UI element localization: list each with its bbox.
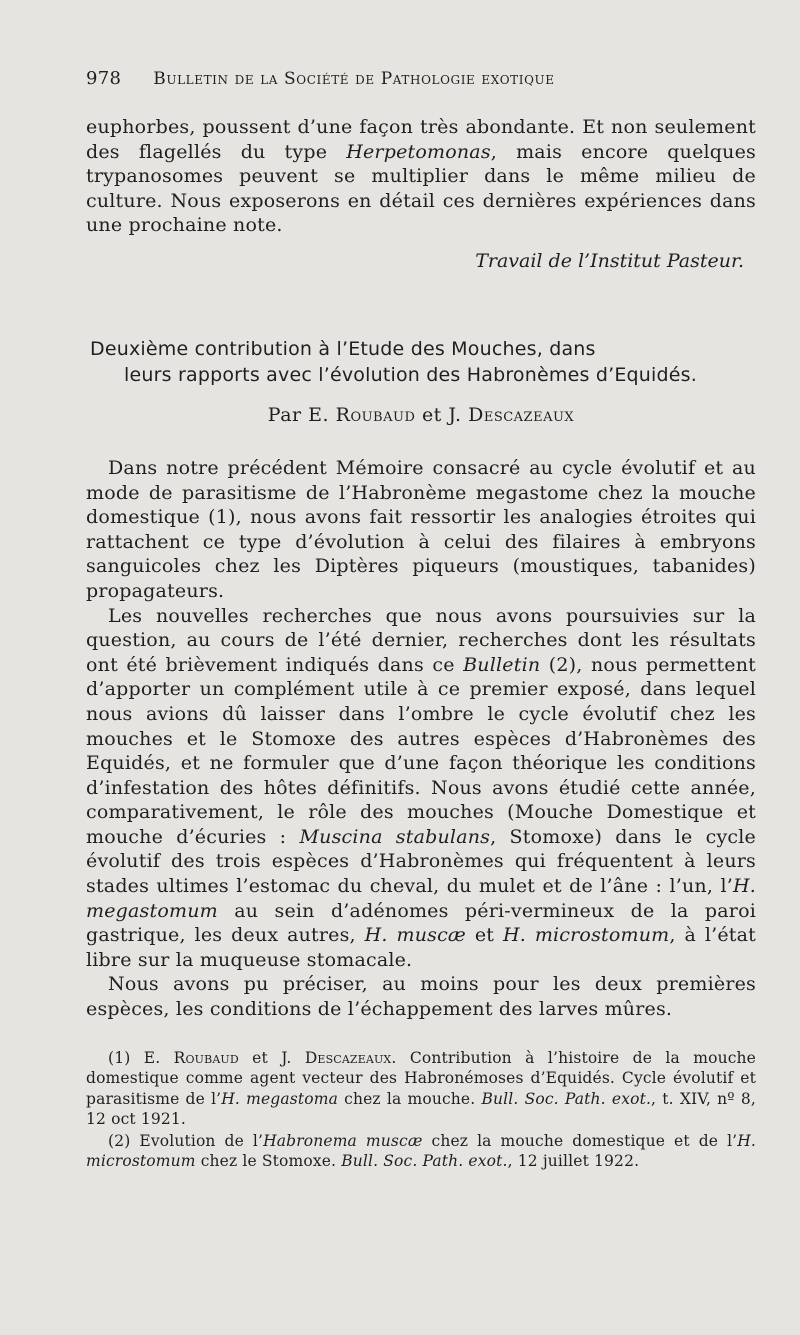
p2-text-k: , à l’état libre sur la muqueuse stomacale. (86, 924, 756, 971)
p2-microstomum: H. microstomum (502, 924, 670, 947)
affiliation: Travail de l’Institut Pasteur. (475, 249, 744, 272)
fn2-a: (2) Evolution de l’ (108, 1131, 264, 1150)
fn2-species-2: H. microstomum (86, 1131, 757, 1171)
fn1-i: , t. XIV, nº 8, 12 oct 1921. (86, 1089, 756, 1129)
fn1-g: chez la mouche. (337, 1089, 482, 1108)
body-paragraph-2 (86, 604, 756, 973)
p2-text-e: , Stomoxe) dans le cycle évolutif des trois espèces d’Habronèmes qui fréquentent à leurs stades ultimes l’estomac du cheval, du mulet et de l’âne : l’un, l’ (86, 825, 756, 898)
fn1-author-2: Descazeaux (304, 1048, 392, 1067)
byline (86, 404, 756, 426)
fn2-c: chez la mouche domestique et de l’ (422, 1131, 738, 1150)
fn1-c: et J. (238, 1048, 305, 1067)
p2-bulletin: Bulletin (463, 653, 541, 676)
footnote-2 (86, 1131, 756, 1172)
p2-muscae: H. muscæ (364, 924, 466, 947)
footnotes (86, 1048, 756, 1172)
footnote-1 (86, 1048, 756, 1130)
intro-paragraph (86, 115, 756, 238)
p2-text-a: Les nouvelles recherches que nous avons poursuivies sur la question, au cours de l’été dernier, recherches dont les résultats ont été brièvement indiqués dans ce (86, 604, 756, 676)
article-title (86, 336, 756, 388)
p2-text-i: et (466, 924, 503, 947)
author-roubaud: Roubaud (335, 403, 416, 426)
p2-text-c: (2), nous permettent d’apporter un complément utile à ce premier exposé, dans lequel nous avions dû laisser dans l’ombre le cycle évolutif chez les mouches et le Stomoxe des autres espèces d’Habronèmes des Equidés, et ne formuler que d’une façon théorique les conditions d’infestation des hôtes définitifs. Nous avons étudié cette année, comparativement, le rôle des mouches (Mouche Domestique et mouche d’écuries : (86, 653, 757, 848)
intro-text-2: , mais encore quelques trypanosomes peuvent se multiplier dans le même milieu de culture. Nous exposerons en détail ces dernières expériences dans une prochaine note. (86, 140, 757, 237)
fn1-journal: Bull. Soc. Path. exot. (481, 1089, 652, 1108)
journal-title: Bulletin de la Société de Pathologie exotique (153, 69, 555, 89)
p2-text-g: au sein d’adénomes péri-vermineux de la paroi gastrique, les deux autres, (86, 899, 756, 947)
author-descazeaux: Descazeaux (468, 403, 575, 426)
byline-prefix: Par E. (267, 403, 330, 426)
fn2-species-1: Habronema muscæ (263, 1131, 423, 1150)
fn1-e: . Contribution à l’histoire de la mouche domestique comme agent vecteur des Habronémoses d’Equidés. Cycle évolutif et parasitisme de l’ (86, 1048, 757, 1108)
p2-muscina: Muscina stabulans (299, 825, 491, 848)
fn1-author-1: Roubaud (173, 1048, 239, 1067)
fn2-g: , 12 juillet 1922. (507, 1152, 640, 1171)
article-title-line-2: leurs rapports avec l’évolution des Habronèmes d’Equidés. (124, 363, 697, 386)
p2-megastomum: H. megastomum (86, 875, 756, 922)
body-paragraph-1: Dans notre précédent Mémoire consacré au cycle évolutif et au mode de parasitisme de l’Habronème megastome chez la mouche domestique (1), nous avons fait ressortir les analogies étroites qui rattachent ce type d’évolution à celui des filaires à embryons sanguicoles chez les Diptères piqueurs (moustiques, tabanides) propagateurs. (86, 456, 756, 602)
fn2-e: chez le Stomoxe. (195, 1152, 342, 1171)
running-head (86, 68, 756, 89)
article-title-line-1: Deuxième contribution à l’Etude des Mouches, dans (90, 337, 596, 360)
fn1-species: H. megastoma (221, 1089, 338, 1108)
body-paragraph-3: Nous avons pu préciser, au moins pour les deux premières espèces, les conditions de l’échappement des larves mûres. (86, 973, 756, 1021)
intro-genus: Herpetomonas (346, 140, 491, 163)
fn1-a: (1) E. (108, 1048, 174, 1067)
byline-and: et J. (421, 403, 462, 426)
page-number: 978 (86, 68, 122, 89)
fn2-journal: Bull. Soc. Path. exot. (341, 1152, 508, 1171)
intro-text-1: euphorbes, poussent d’une façon très abondante. Et non seulement des flagellés du type (86, 116, 756, 163)
